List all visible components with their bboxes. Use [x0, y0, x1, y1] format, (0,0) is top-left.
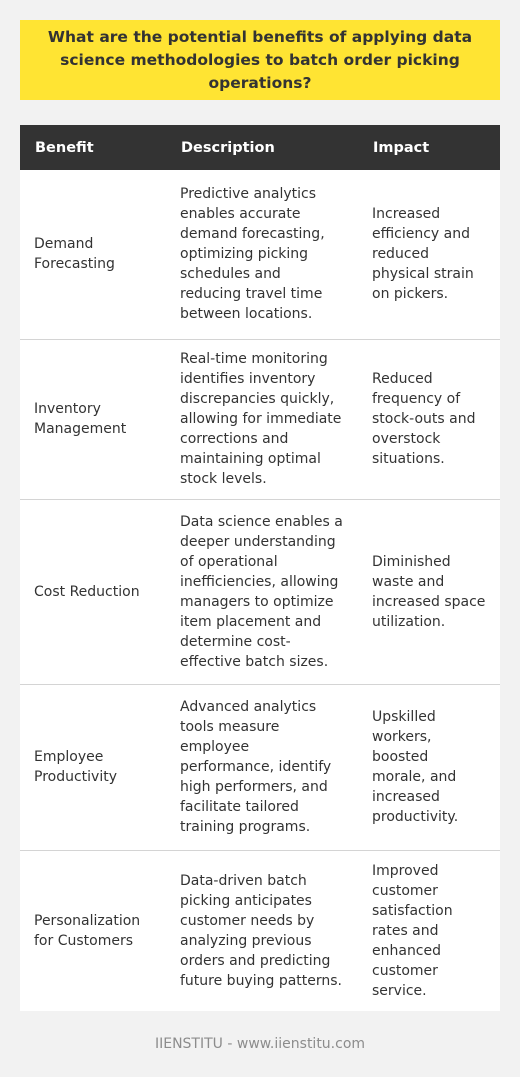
table-row — [20, 850, 500, 1011]
footer-credit: IIENSTITU - www.iienstitu.com — [154, 1036, 366, 1052]
description-cell: Predictive analytics enables accurate demand forecasting, optimizing picking schedules and reducing travel time between locations. — [180, 186, 325, 323]
benefit-cell: Inventory Management — [34, 401, 127, 437]
page-title: What are the potential benefits of applying data science methodologies to batch order picking operations? — [47, 27, 473, 92]
header-benefit: Benefit — [35, 139, 94, 156]
description-cell: Advanced analytics tools measure employee performance, identify high performers, and facilitate tailored training programs. — [180, 699, 332, 835]
header-description: Description — [181, 139, 275, 156]
impact-cell: Increased efficiency and reduced physical strain on pickers. — [372, 206, 474, 303]
table-header-row — [20, 125, 500, 170]
table-row — [20, 339, 500, 499]
title-banner — [20, 20, 500, 100]
impact-cell: Diminished waste and increased space utilization. — [372, 553, 486, 630]
benefit-cell: Demand Forecasting — [34, 236, 115, 273]
table-row — [20, 684, 500, 850]
description-cell: Real-time monitoring identifies inventory discrepancies quickly, allowing for immediate corrections and maintaining optimal stock levels. — [180, 351, 342, 487]
impact-cell: Reduced frequency of stock-outs and overstock situations. — [372, 371, 476, 467]
header-impact: Impact — [373, 139, 430, 156]
benefit-cell: Cost Reduction — [34, 583, 140, 600]
benefits-table — [20, 125, 500, 1011]
description-cell: Data-driven batch picking anticipates customer needs by analyzing previous orders and predicting future buying patterns. — [180, 872, 343, 989]
table-row — [20, 170, 500, 339]
benefit-cell: Employee Productivity — [34, 749, 117, 785]
impact-cell: Improved customer satisfaction rates and enhanced customer service. — [372, 862, 453, 999]
impact-cell: Upskilled workers, boosted morale, and increased productivity. — [372, 709, 459, 825]
description-cell: Data science enables a deeper understanding of operational inefficiencies, allowing managers to optimize item placement and determine cost-effective batch sizes. — [180, 513, 343, 670]
benefit-cell: Personalization for Customers — [34, 912, 141, 949]
table-row — [20, 499, 500, 684]
